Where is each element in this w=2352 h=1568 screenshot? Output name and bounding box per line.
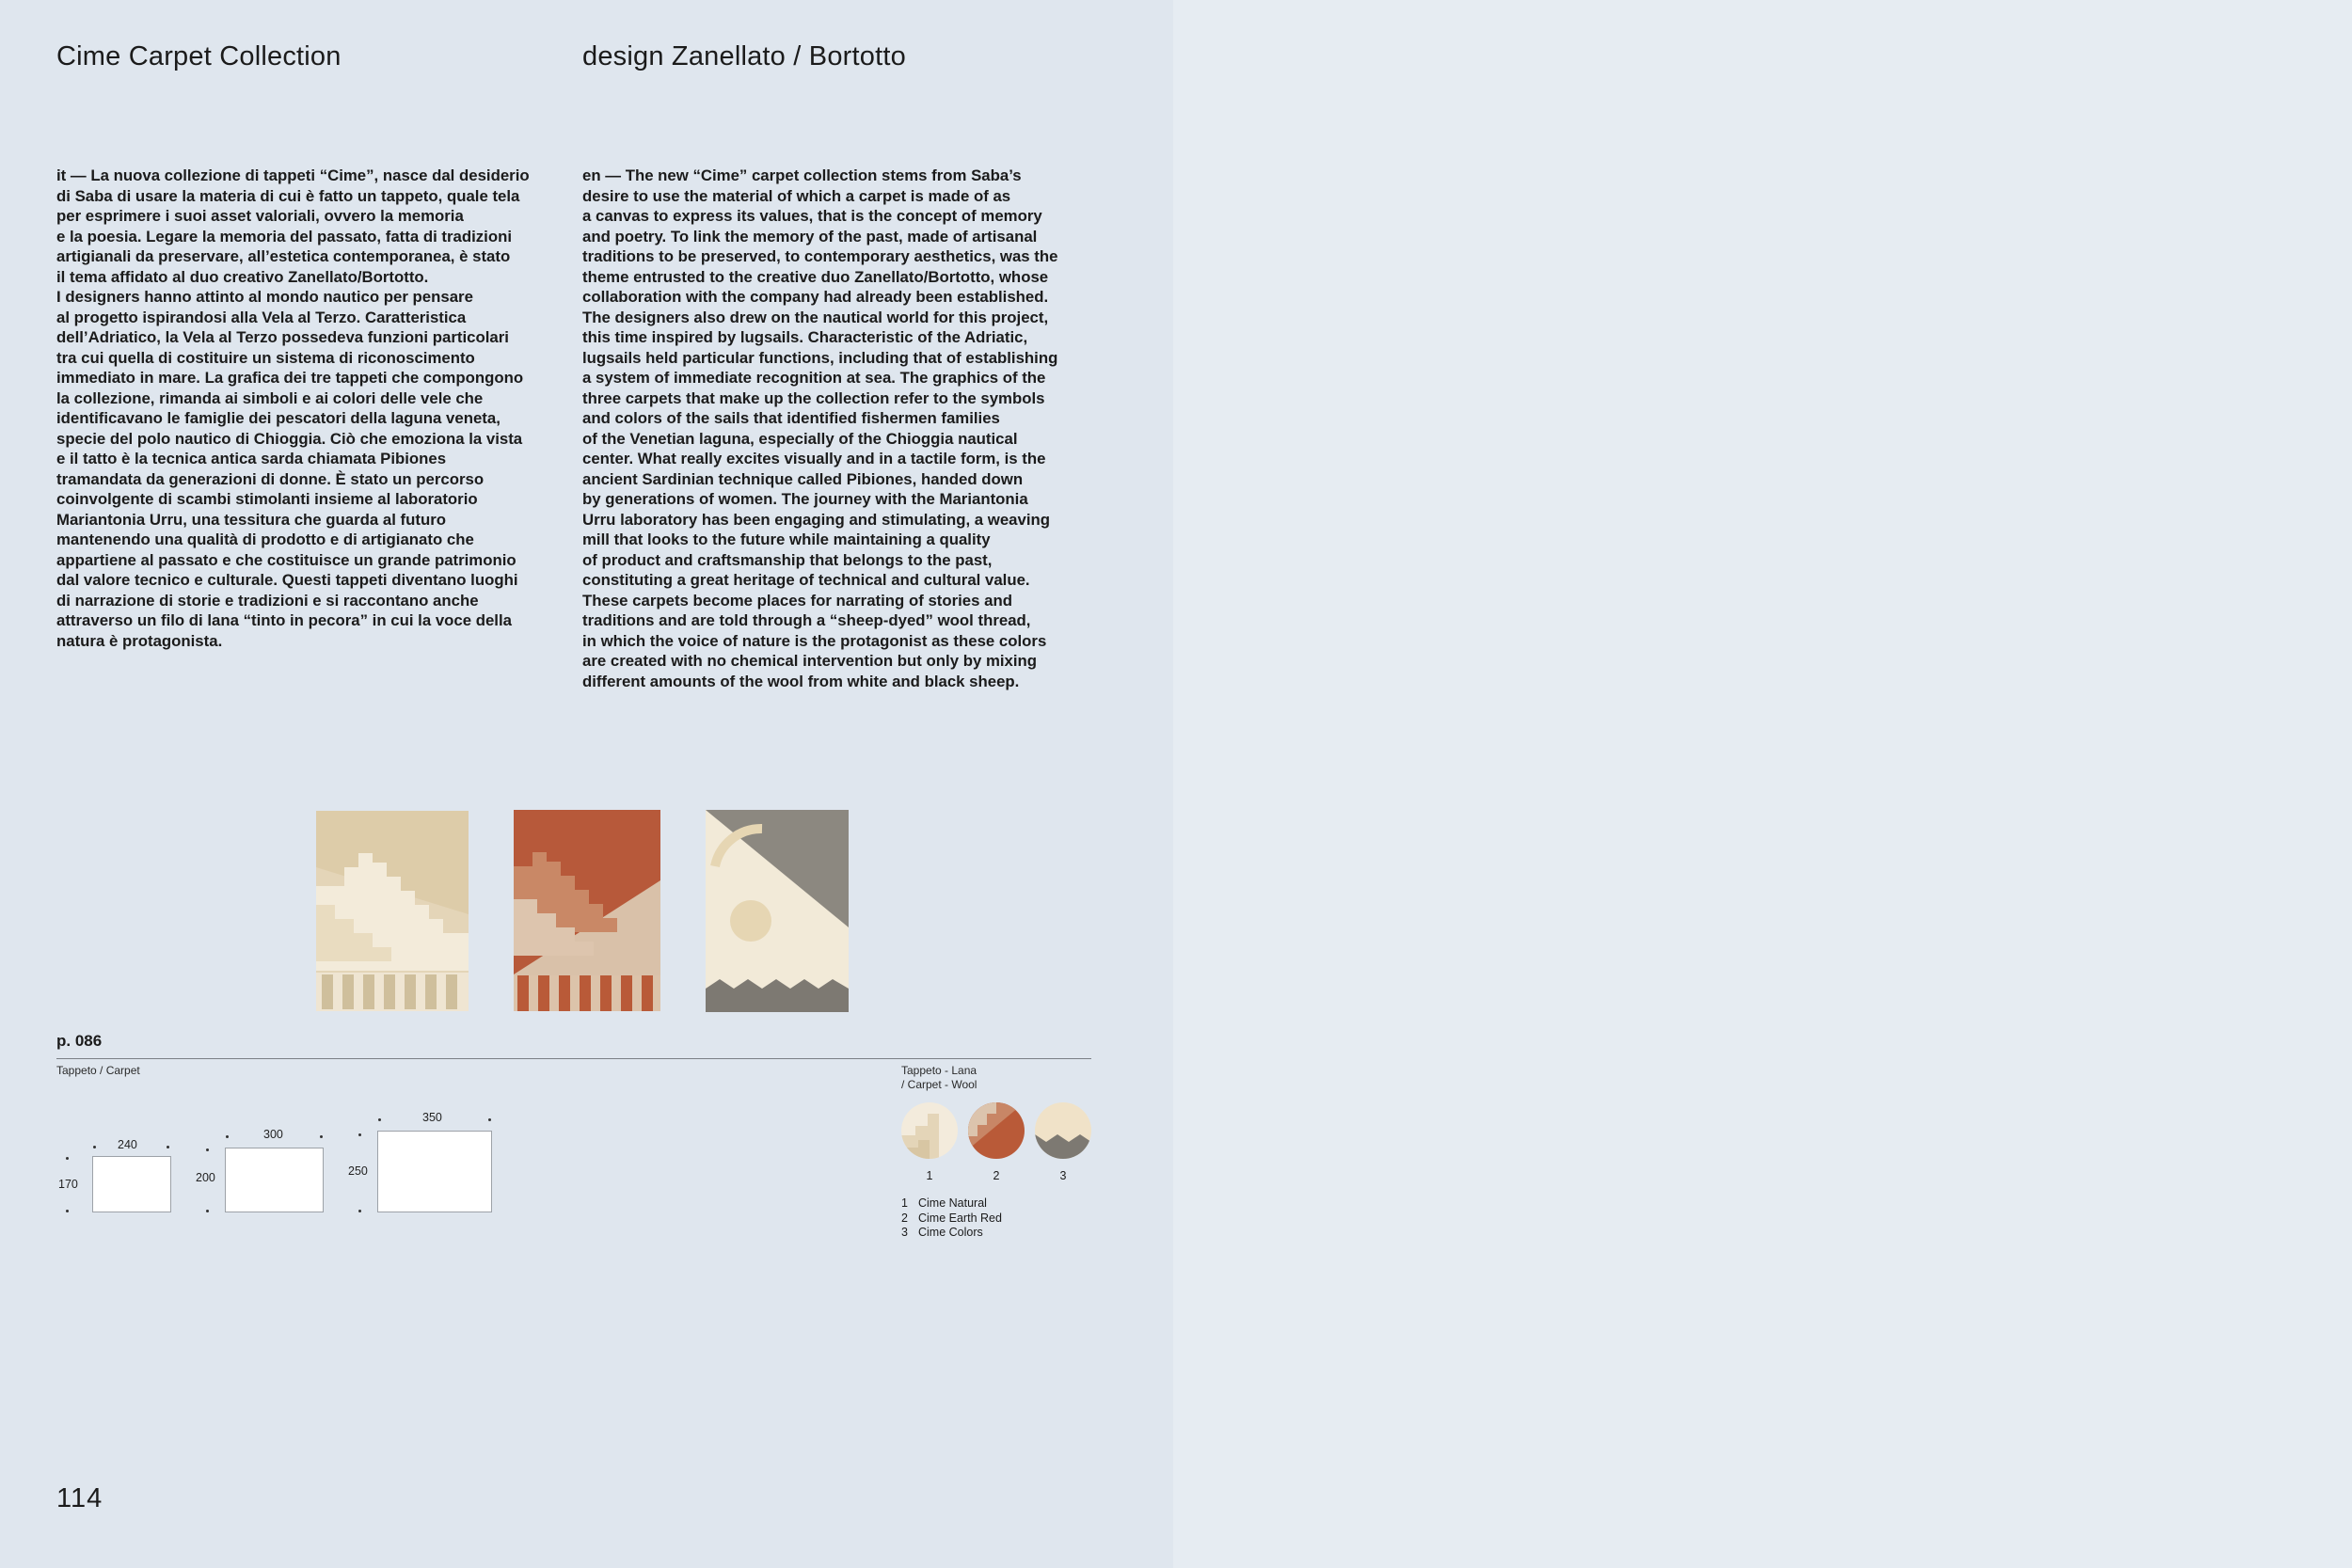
right-page	[1173, 0, 2352, 1568]
size-width-2: 300	[263, 1128, 283, 1141]
size-width-3: 350	[422, 1111, 442, 1124]
size-box-3	[377, 1131, 492, 1212]
swatch-number-1: 1	[926, 1169, 933, 1182]
size-box-1	[92, 1156, 171, 1212]
legend-row: 2 Cime Earth Red	[901, 1211, 1002, 1225]
rug-image-cime-earth-red	[514, 810, 660, 1011]
collection-title: Cime Carpet Collection	[56, 41, 342, 71]
page-number: 114	[56, 1483, 103, 1513]
size-height-1: 170	[58, 1178, 78, 1191]
wool-label-line2: / Carpet - Wool	[901, 1077, 977, 1091]
swatch-cime-earth-red	[968, 1102, 1025, 1159]
swatch-number-2: 2	[993, 1169, 1000, 1182]
legend-row: 1 Cime Natural	[901, 1196, 987, 1210]
size-box-2	[225, 1148, 324, 1212]
legend-name: Cime Natural	[918, 1196, 987, 1210]
size-width-1: 240	[118, 1138, 137, 1151]
size-height-3: 250	[348, 1164, 368, 1178]
legend-name: Cime Colors	[918, 1226, 983, 1239]
rug-image-cime-natural	[316, 811, 469, 1011]
swatch-number-3: 3	[1059, 1169, 1067, 1182]
legend-name: Cime Earth Red	[918, 1211, 1002, 1225]
legend-row: 3 Cime Colors	[901, 1226, 983, 1239]
variant-legend	[901, 1196, 1002, 1241]
designer-credit: design Zanellato / Bortotto	[582, 41, 906, 71]
swatch-cime-colors	[1035, 1102, 1091, 1159]
wool-label-line1: Tappeto - Lana	[901, 1064, 977, 1077]
size-height-2: 200	[196, 1171, 215, 1184]
page-reference: p. 086	[56, 1032, 103, 1050]
divider	[56, 1058, 1091, 1059]
wool-label	[901, 1064, 977, 1091]
rug-image-cime-colors	[706, 810, 849, 1012]
carpet-label: Tappeto / Carpet	[56, 1064, 140, 1077]
swatch-cime-natural	[901, 1102, 958, 1159]
english-description: en — The new “Cime” carpet collection stems from Saba’s desire to use the material of which a carpet is made of as a canvas to express its values, that is the concept of memory and poetry. To link the memory of the past, made of artisanal traditions to be preserved, to contemporary aesthetics, was the theme entrusted to the creative duo Zanellato/Bortotto, whose collaboration with the company had already been established. The designers also drew on the nautical world for this project, this time inspired by lugsails. Characteristic of the Adriatic, lugsails held particular functions, including that of establishing a system of immediate recognition at sea. The graphics of the three carpets that make up the collection refer to the symbols and colors of the sails that identified fishermen families of the Venetian laguna, especially of the Chioggia nautical center. What really excites visually and in a tactile form, is the ancient Sardinian technique called Pibiones, handed down by generations of women. The journey with the Mariantonia Urru laboratory has been engaging and stimulating, a weaving mill that looks to the future while maintaining a quality of product and craftsmanship that belongs to the past, constituting a great heritage of technical and cultural value. These carpets become places for narrating of stories and traditions and are told through a “sheep-dyed” wool thread, in which the voice of nature is the protagonist as these colors are created with no chemical intervention but only by mixing different amounts of the wool from white and black sheep.	[582, 166, 1058, 690]
italian-description: it — La nuova collezione di tappeti “Cime”, nasce dal desiderio di Saba di usare la materia di cui è fatto un tappeto, quale tela per esprimere i suoi asset valoriali, ovvero la memoria e la poesia. Legare la memoria del passato, fatta di tradizioni artigianali da preservare, all’estetica contemporanea, è stato il tema affidato al duo creativo Zanellato/Bortotto. I designers hanno attinto al mondo nautico per pensare al progetto ispirandosi alla Vela al Terzo. Caratteristica dell’Adriatico, la Vela al Terzo possedeva funzioni particolari tra cui quella di costituire un sistema di riconoscimento immediato in mare. La grafica dei tre tappeti che compongono la collezione, rimanda ai simboli e ai colori delle vele che identificavano le famiglie dei pescatori della laguna veneta, specie del polo nautico di Chioggia. Ciò che emoziona la vista e il tatto è la tecnica antica sarda chiamata Pibiones tramandata da generazioni di donne. È stato un percorso coinvolgente di scambi stimolanti insieme al laboratorio Mariantonia Urru, una tessitura che guarda al futuro mantenendo una qualità di prodotto e di artigianato che appartiene al passato e che costituisce un grande patrimonio dal valore tecnico e culturale. Questi tappeti diventano luoghi di narrazione di storie e tradizioni e si raccontano anche attraverso un filo di lana “tinto in pecora” in cui la voce della natura è protagonista.	[56, 166, 530, 650]
